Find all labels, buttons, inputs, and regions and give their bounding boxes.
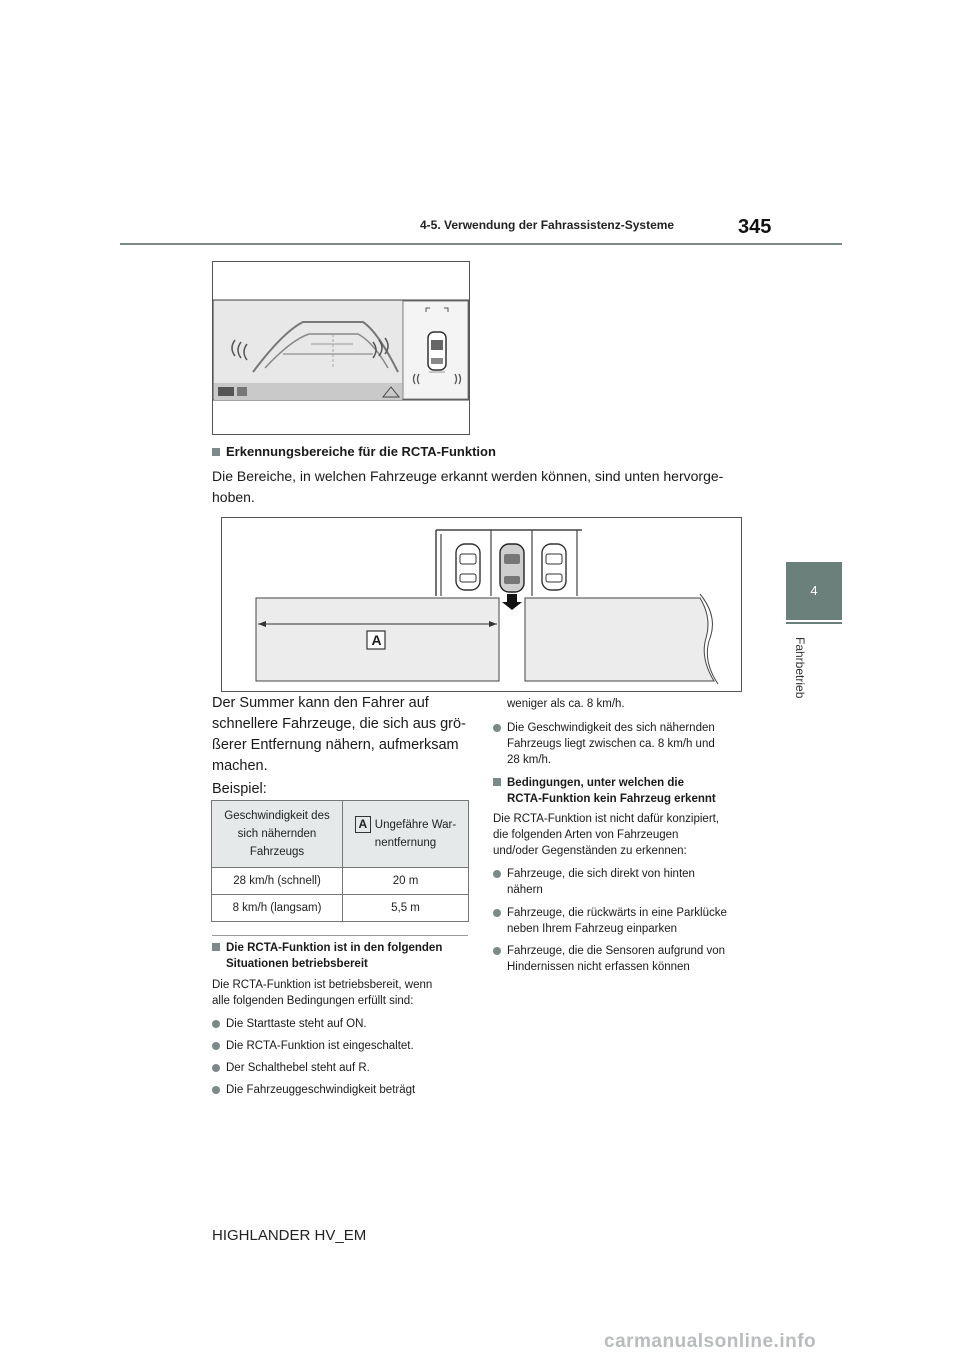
detection-area-figure — [221, 517, 742, 692]
square-bullet-icon — [212, 943, 220, 951]
not-detected-intro-line-1: Die RCTA-Funktion ist nicht dafür konzipiert, — [493, 813, 720, 825]
header-speed-line-1: Geschwindigkeit des — [224, 810, 330, 822]
bullet-text-line-1: Die Geschwindigkeit des sich nähernden — [507, 722, 715, 734]
not-detected-intro-line-3: und/oder Gegenständen zu erkennen: — [493, 845, 687, 857]
bullet-text-line-2: neben Ihrem Fahrzeug einparken — [507, 923, 678, 935]
bullet-continuation: weniger als ca. 8 km/h. — [507, 698, 625, 710]
own-car — [500, 544, 524, 592]
list-item — [493, 943, 725, 975]
chapter-label: Fahrbetrieb — [793, 637, 807, 699]
buzzer-text-line-3: ßerer Entfernung nähern, aufmerksam — [212, 737, 459, 753]
table-row — [212, 895, 469, 922]
bullet-icon — [493, 870, 501, 878]
bullet-icon — [212, 1020, 220, 1028]
buzzer-text-line-2: schnellere Fahrzeuge, die sich aus grö- — [212, 716, 466, 732]
list-item — [212, 1038, 414, 1054]
header-rule — [120, 243, 842, 245]
bullet-text-line-1: Fahrzeuge, die rückwärts in eine Parklücke — [507, 907, 727, 919]
table-header-speed — [212, 801, 343, 868]
example-label: Beispiel: — [212, 781, 267, 797]
list-item — [212, 1060, 370, 1076]
bullet-icon — [212, 1064, 220, 1072]
not-detected-heading-line-2: RCTA-Funktion kein Fahrzeug erkennt — [507, 793, 716, 805]
header-distance-line-2: nentfernung — [374, 837, 437, 849]
bullet-text-line-2: Fahrzeugs liegt zwischen ca. 8 km/h und — [507, 738, 715, 750]
operating-heading-line-2: Situationen betriebsbereit — [226, 958, 368, 970]
camera-display-illustration — [213, 262, 469, 434]
table-row — [212, 868, 469, 895]
intro-line-2: hoben. — [212, 489, 255, 505]
bullet-text: Die Fahrzeuggeschwindigkeit beträgt — [226, 1084, 416, 1096]
table-cell-speed: 28 km/h (schnell) — [212, 868, 343, 895]
parked-car-left — [456, 544, 480, 590]
rcta-detection-heading — [212, 444, 496, 459]
bullet-text-line-2: nähern — [507, 884, 543, 896]
list-item — [493, 720, 715, 768]
bullet-icon — [493, 909, 501, 917]
table-header-row — [212, 801, 469, 868]
bullet-text: Der Schalthebel steht auf R. — [226, 1062, 370, 1074]
page-number: 345 — [738, 216, 772, 238]
buzzer-text-line-1: Der Summer kann den Fahrer auf — [212, 695, 429, 711]
header-speed-line-2: sich nähernden — [237, 828, 317, 840]
square-bullet-icon — [493, 778, 501, 786]
heading-text: Erkennungsbereiche für die RCTA-Funktion — [226, 444, 496, 459]
operating-heading-line-1: Die RCTA-Funktion ist in den folgenden — [226, 942, 443, 954]
operating-intro-line-2: alle folgenden Bedingungen erfüllt sind: — [212, 995, 414, 1007]
distance-label-a: A — [371, 632, 382, 648]
bullet-icon — [493, 724, 501, 732]
camera-display-figure — [212, 261, 470, 435]
section-title: 4-5. Verwendung der Fahrassistenz-Systeme — [420, 218, 675, 232]
parked-car-right — [542, 544, 566, 590]
speed-distance-table — [211, 800, 469, 922]
bullet-icon — [212, 1042, 220, 1050]
intro-line-1: Die Bereiche, in welchen Fahrzeuge erkannt werden können, sind unten hervorge- — [212, 468, 724, 484]
list-item — [212, 1016, 367, 1032]
table-cell-speed: 8 km/h (langsam) — [212, 895, 343, 922]
bullet-text: Die Starttaste steht auf ON. — [226, 1018, 367, 1030]
header-speed-line-3: Fahrzeugs — [249, 846, 305, 858]
not-detected-heading-line-1: Bedingungen, unter welchen die — [507, 777, 684, 789]
not-detected-intro-line-2: die folgenden Arten von Fahrzeugen — [493, 829, 679, 841]
bullet-text-line-1: Fahrzeuge, die die Sensoren aufgrund von — [507, 945, 726, 957]
bullet-text-line-1: Fahrzeuge, die sich direkt von hinten — [507, 868, 695, 880]
watermark: carmanualsonline.info — [604, 1331, 817, 1352]
bullet-text-line-3: 28 km/h. — [507, 754, 552, 766]
not-detected-heading — [493, 775, 684, 791]
list-item — [212, 1082, 415, 1098]
header-distance-line-1: Ungefähre War- — [374, 819, 457, 831]
reverse-arrow-icon — [502, 594, 522, 610]
operating-heading — [212, 940, 442, 956]
distance-marker-a: A — [355, 816, 371, 833]
table-header-distance — [343, 801, 469, 868]
list-item — [493, 905, 727, 937]
table-cell-distance: 20 m — [343, 868, 469, 895]
table-cell-distance: 5,5 m — [343, 895, 469, 922]
bullet-icon — [493, 947, 501, 955]
detection-area-illustration — [222, 518, 741, 691]
bullet-icon — [212, 1086, 220, 1094]
chapter-tab-rule — [786, 622, 842, 624]
chapter-number: 4 — [810, 583, 818, 598]
operating-intro-line-1: Die RCTA-Funktion ist betriebsbereit, wenn — [212, 979, 433, 991]
footer-model: HIGHLANDER HV_EM — [212, 1227, 367, 1244]
square-bullet-icon — [212, 448, 220, 456]
bullet-text: Die RCTA-Funktion ist eingeschaltet. — [226, 1040, 414, 1052]
buzzer-text-line-4: machen. — [212, 758, 268, 774]
detection-zone-right — [525, 598, 714, 681]
list-item — [493, 866, 695, 898]
bullet-text-line-2: Hindernissen nicht erfassen können — [507, 961, 690, 973]
section-divider — [212, 935, 468, 936]
